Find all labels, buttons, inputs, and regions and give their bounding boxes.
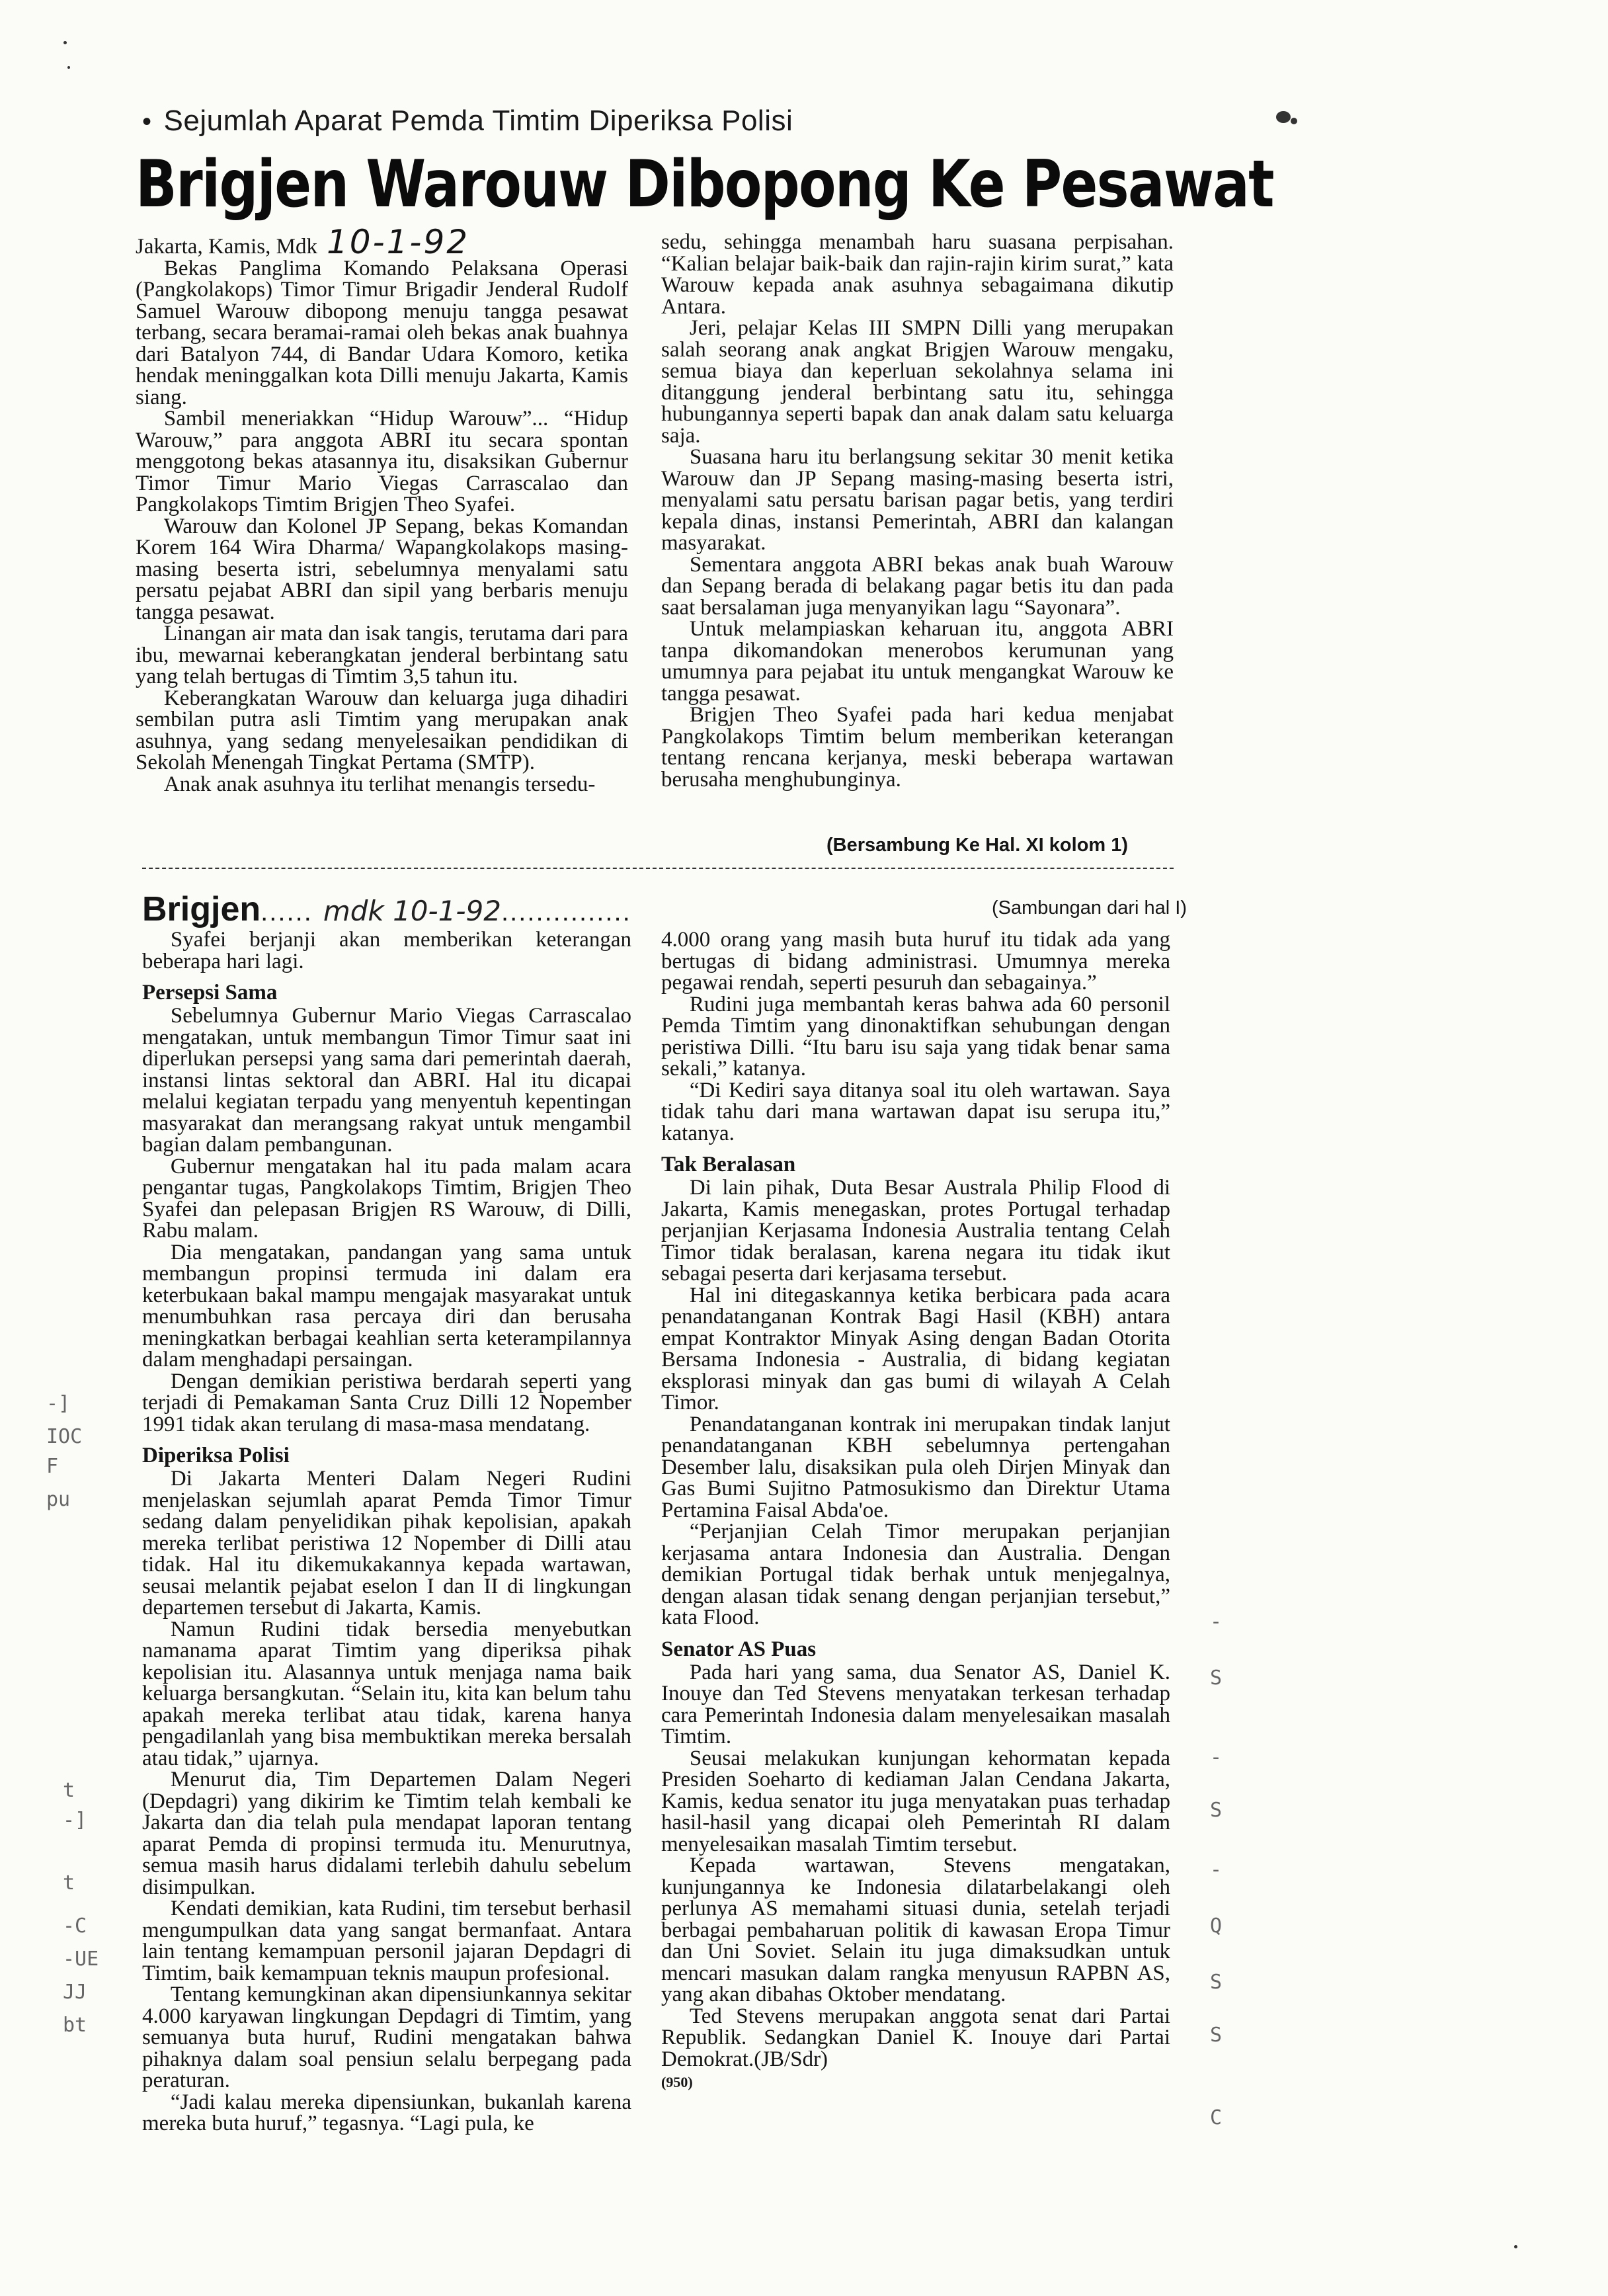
paragraph: “Di Kediri saya ditanya soal itu oleh wartawan. Saya tidak tahu dari mana wartawan dapat isu serupa itu,” katanya.: [661, 1078, 1170, 1145]
margin-mark: t: [63, 1779, 75, 1802]
paragraph: Menurut dia, Tim Departemen Dalam Negeri (Depdagri) yang dikirim ke Timtim telah kembali ke Jakarta dan dia telah pula mendapat laporan tentang aparat Pemda di propinsi termuda itu. Menurutnya, semua masih harus didalami terlebih dahulu sebelum disimpulkan.: [142, 1768, 631, 1899]
paragraph: Seusai melakukan kunjungan kehormatan kepada Presiden Soeharto di kediaman Jalan Cendana Jakarta, Kamis, kedua senator itu juga menyatakan puas terhadap hasil-hasil yang dicapai oleh Pemerintah RI dalam menyelesaikan masalah Timtim tersebut.: [661, 1746, 1170, 1856]
continuation-dots-b: ...............: [501, 897, 631, 926]
section-heading: Senator AS Puas: [661, 1637, 817, 1661]
paragraph: Linangan air mata dan isak tangis, terutama dari para ibu, mewarnai keberangkatan jenderal berbintang satu yang telah bertugas di Timtim 3,5 tahun itu.: [136, 622, 628, 688]
paragraph: Brigjen Theo Syafei pada hari kedua menjabat Pangkolakops Timtim belum memberikan keterangan tentang rencana kerjanya, meski beberapa wartawan berusaha menghubunginya.: [661, 703, 1174, 792]
margin-mark: -C: [63, 1914, 87, 1938]
paragraph: Tentang kemungkinan akan dipensiunkannya sekitar 4.000 karyawan lingkungan Depdagri di Timtim, yang semuanya buta huruf, Rudini mengatakan bahwa pihaknya dalam soal pensiun selalu berpegang pada peraturan.: [142, 1983, 631, 2092]
paragraph: Sebelumnya Gubernur Mario Viegas Carrascalao mengatakan, untuk membangun Timor Timur saat ini diperlukan persepsi yang sama dari pemerintah daerah, instansi lintas sektoral dan ABRI. Hal itu dicapai melalui kegiatan terpadu yang menyentuh kepentingan masyarakat dan merangsang rakyat untuk mengambil bagian dalam pembangunan.: [142, 1004, 631, 1157]
margin-mark: -: [1210, 1746, 1223, 1769]
ink-speck: [63, 41, 67, 44]
continuation-word: Brigjen: [142, 890, 261, 928]
margin-mark: S: [1210, 1666, 1223, 1690]
paragraph: sedu, sehingga menambah haru suasana perpisahan. “Kalian belajar baik-baik dan rajin-rajin kirim surat,” kata Warouw kepada anak asuhnya sebagaimana dikutip Antara.: [661, 230, 1174, 319]
margin-mark: S: [1210, 2024, 1223, 2047]
paragraph: Sementara anggota ABRI bekas anak buah Warouw dan Sepang berada di belakang pagar betis itu dan pada saat bersalaman juga menyanyikan lagu “Sayonara”.: [661, 552, 1174, 620]
column-2-body: [661, 231, 1174, 790]
margin-mark: -: [1210, 1610, 1223, 1633]
section-heading: Persepsi Sama: [142, 981, 278, 1004]
dateline-text: Jakarta, Kamis, Mdk: [136, 235, 317, 259]
article-column-2: [661, 231, 1174, 790]
margin-mark: F: [46, 1455, 59, 1478]
paragraph: Rudini juga membantah keras bahwa ada 60 personil Pemda Timtim yang dinonaktifkan sehubungan dengan peristiwa Dilli. “Itu baru isu saja yang tidak benar sama sekali,” katanya.: [661, 992, 1170, 1081]
margin-mark: Q: [1210, 1914, 1223, 1938]
margin-mark: IOC: [46, 1425, 83, 1448]
column-1-body: [136, 258, 628, 796]
margin-mark: C: [1210, 2106, 1223, 2129]
paragraph: Warouw dan Kolonel JP Sepang, bekas Komandan Korem 164 Wira Dharma/ Wapangkolakops masing-masing beserta istri, sebelumnya menyalami satu persatu pejabat ABRI dan sipil yang berbaris menuju tangga pesawat.: [136, 514, 628, 624]
paragraph: Dengan demikian peristiwa berdarah seperti yang terjadi di Pemakaman Santa Cruz Dilli 12 Nopember 1991 tidak akan terulang di masa-masa mendatang.: [142, 1369, 631, 1436]
margin-mark: t: [63, 1871, 75, 1895]
continuation-dots-a: ......: [261, 897, 313, 926]
paragraph: Kendati demikian, kata Rudini, tim tersebut berhasil mengumpulkan data yang sangat bermanfaat. Antara lain tentang kemampuan personil jajaran Depdagri di Timtim, baik kemampuan teknis maupun profesional.: [142, 1897, 631, 1985]
paragraph: Suasana haru itu berlangsung sekitar 30 menit ketika Warouw dan JP Sepang masing-masing beserta istri, menyalami satu persatu barisan pagar betis, yang terdiri kepala dinas, instansi Pemerintah, ABRI dan kalangan masyarakat.: [661, 445, 1174, 555]
handwritten-date: 10-1-92: [326, 223, 470, 261]
paragraph: Anak anak asuhnya itu terlihat menangis tersedu-: [163, 772, 596, 796]
ink-speck: [1514, 2245, 1517, 2248]
paragraph: Untuk melampiaskan keharuan itu, anggota ABRI tanpa dikomandokan menerobos kerumunan yang umumnya para pejabat itu untuk mengangkat Warouw ke tangga pesawat.: [661, 617, 1174, 706]
kicker-text: Sejumlah Aparat Pemda Timtim Diperiksa Polisi: [163, 104, 793, 137]
margin-mark: -: [1210, 1858, 1223, 1881]
paragraph: “Jadi kalau mereka dipensiunkan, bukanlah karena mereka buta huruf,” tegasnya. “Lagi pula, ke: [142, 2090, 631, 2135]
bullet-icon: •: [142, 107, 152, 136]
ink-speck: [1276, 111, 1291, 123]
margin-mark: pu: [46, 1488, 71, 1511]
margin-mark: -UE: [63, 1948, 99, 1971]
continuation-header: [142, 889, 1187, 926]
continued-note: (Bersambung Ke Hal. XI kolom 1): [826, 835, 1129, 856]
paragraph: Hal ini ditegaskannya ketika berbicara pada acara penandatanganan Kontrak Bagi Hasil (KBH) antara empat Kontraktor Minyak Asing dengan Badan Otorita Bersama Indonesia - Australia, di bidang kegiatan eksplorasi minyak dan gas bumi di wilayah A Celah Timor.: [661, 1283, 1170, 1414]
dateline: [136, 223, 628, 261]
column-4-body: [661, 929, 1170, 2070]
column-3-body: [142, 929, 631, 2135]
margin-mark: bt: [63, 2014, 87, 2037]
margin-mark: JJ: [63, 1981, 87, 2004]
margin-mark: S: [1210, 1799, 1223, 1822]
sambungan-note: (Sambungan dari hal I): [992, 897, 1187, 919]
paragraph: Pada hari yang sama, dua Senator AS, Daniel K. Inouye dan Ted Stevens menyatakan terkesan terhadap cara Pemerintah Indonesia dalam menyelesaikan masalah Timtim.: [661, 1660, 1170, 1748]
paragraph: 4.000 orang yang masih buta huruf itu tidak ada yang bertugas di bidang administrasi. Umumnya mereka pegawai rendah, seperti pesuruh dan sebagainya.”: [661, 928, 1170, 995]
headline: Brigjen Warouw Dibopong Ke Pesawat: [136, 147, 1273, 222]
article-column-1: [136, 223, 628, 796]
margin-mark: -]: [63, 1809, 87, 1832]
paragraph: Syafei berjanji akan memberikan keterangan beberapa hari lagi.: [142, 928, 631, 973]
paragraph: Kepada wartawan, Stevens mengatakan, kunjungannya ke Indonesia dilatarbelakangi oleh perlunya AS memahami situasi dunia, setelah terjadi berbagai pembaharuan politik di kawasan Eropa Timur dan Uni Soviet. Selain itu juga dimaksudkan untuk mencari masukan dalam rangka menyusun RAPBN AS, yang akan dibahas Oktober mendatang.: [661, 1854, 1170, 2006]
margin-mark: -]: [46, 1392, 71, 1415]
article-column-3: [142, 929, 631, 2135]
paragraph: Penandatanganan kontrak ini merupakan tindak lanjut penandatanganan KBH sebelumnya pertengahan Desember lalu, disaksikan pula oleh Dirjen Minyak dan Gas Bumi Sujitno Patmosukismo dan Direktur Utama Pertamina Faisal Abda'oe.: [661, 1412, 1170, 1522]
paragraph: Namun Rudini tidak bersedia menyebutkan namanama aparat Timtim yang diperiksa pihak kepolisian itu. Alasannya untuk menjaga nama baik keluarga bersangkutan. “Selain itu, kita kan belum tahu apakah mereka terlibat atau tidak, karena hanya pengadilanlah yang bisa membuktikan mereka bersalah atau tidak,” ujarnya.: [142, 1617, 631, 1770]
kicker-line: [142, 104, 793, 138]
section-heading: Diperiksa Polisi: [142, 1444, 290, 1467]
section-heading: Tak Beralasan: [661, 1153, 796, 1176]
paragraph: Di lain pihak, Duta Besar Australa Philip Flood di Jakarta, Kamis menegaskan, protes Portugal terhadap perjanjian Kerjasama Indonesia Australia tentang Celah Timor tidak beralasan, karena negara itu tidak ikut sebagai peserta dari kerjasama tersebut.: [661, 1176, 1170, 1286]
paragraph: Sambil meneriakkan “Hidup Warouw”... “Hidup Warouw,” para anggota ABRI itu secara spontan menggotong bekas atasannya itu, disaksikan Gubernur Timor Timur Mario Viegas Carrascalao dan Pangkolakops Timtim Brigjen Theo Syafei.: [136, 407, 628, 516]
margin-mark: S: [1210, 1971, 1223, 1994]
paragraph: Dia mengatakan, pandangan yang sama untuk membangun propinsi termuda ini dalam era keterbukaan bakal mampu mengajak masyarakat untuk menumbuhkan rasa percaya diri dan berusaha meningkatkan berbagai keahlian serta keterampilannya dalam menghadapi persaingan.: [142, 1240, 631, 1372]
paragraph: Bekas Panglima Komando Pelaksana Operasi (Pangkolakops) Timor Timur Brigadir Jenderal Rudolf Samuel Warouw dibopong menuju tangga pesawat terbang, secara beramai-ramai oleh bekas anak buahnya dari Batalyon 744, di Bandar Udara Komoro, ketika hendak meninggalkan kota Dilli menuju Jakarta, Kamis siang.: [136, 256, 628, 409]
paragraph: Di Jakarta Menteri Dalam Negeri Rudini menjelaskan sejumlah aparat Pemda Timor Timur sedang dalam penyelidikan pihak kepolisian, apakah mereka terlibat peristiwa 12 Nopember di Dilli atau tidak. Hal itu dikemukakannya kepada wartawan, seusai melantik pejabat eselon I dan II di lingkungan departemen tersebut di Jakarta, Kamis.: [142, 1467, 631, 1620]
paragraph: Ted Stevens merupakan anggota senat dari Partai Republik. Sedangkan Daniel K. Inouye dari Partai Demokrat.(JB/Sdr): [661, 2004, 1170, 2071]
ink-speck: [1291, 118, 1297, 124]
continuation-handwritten-note: mdk 10-1-92: [323, 895, 501, 927]
ink-speck: [67, 66, 70, 69]
signature-code: (950): [661, 2074, 693, 2090]
continuation-divider: [142, 868, 1174, 869]
paragraph: “Perjanjian Celah Timor merupakan perjanjian kerjasama antara Indonesia dan Australia. Dengan demikian Portugal tidak berhak untuk menjegalnya, dengan alasan tidak senang dengan perjanjian tersebut,” kata Flood.: [661, 1520, 1170, 1629]
paragraph: Jeri, pelajar Kelas III SMPN Dilli yang merupakan salah seorang anak angkat Brigjen Warouw mengaku, semua biaya dan keperluan sekolahnya selama ini ditanggung jenderal berbintang satu itu, sehingga hubungannya seperti bapak dan anak dalam satu keluarga saja.: [661, 316, 1174, 448]
paragraph: Gubernur mengatakan hal itu pada malam acara pengantar tugas, Pangkolakops Timtim, Brigjen Theo Syafei dan pelepasan Brigjen RS Warouw, di Dilli, Rabu malam.: [142, 1154, 631, 1243]
article-column-4: [661, 929, 1170, 2094]
paragraph: Keberangkatan Warouw dan keluarga juga dihadiri sembilan putra asli Timtim yang merupakan anak asuhnya, yang sedang menyelesaikan pendidikan di Sekolah Menengah Tingkat Pertama (SMTP).: [136, 686, 628, 774]
